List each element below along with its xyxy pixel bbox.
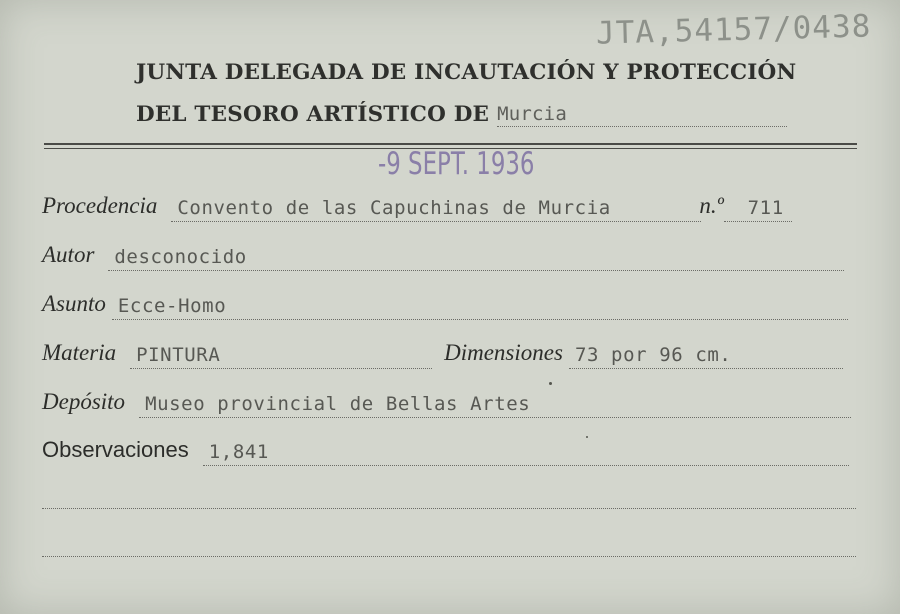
header-divider-top xyxy=(44,143,857,145)
row-deposito xyxy=(42,386,851,418)
label-asunto: Asunto xyxy=(42,291,106,316)
value-procedencia: Convento de las Capuchinas de Murcia xyxy=(171,196,701,222)
label-procedencia: Procedencia xyxy=(42,193,158,218)
value-materia: PINTURA xyxy=(130,343,432,369)
ink-speck xyxy=(586,436,588,438)
label-observaciones: Observaciones xyxy=(42,437,189,462)
row-observaciones xyxy=(42,434,849,466)
blank-line-1 xyxy=(42,508,856,509)
value-dimensiones: 73 por 96 cm. xyxy=(569,343,843,369)
row-asunto xyxy=(42,288,848,320)
header-title-line2 xyxy=(136,102,787,127)
header-city-field: Murcia xyxy=(497,103,787,127)
date-stamp: -9 SEPT. 1936 xyxy=(378,146,535,182)
value-numero: 711 xyxy=(724,196,792,222)
value-autor: desconocido xyxy=(108,245,844,271)
row-materia-dimensiones xyxy=(42,337,843,369)
value-observaciones: 1,841 xyxy=(203,440,849,466)
label-dimensiones: Dimensiones xyxy=(444,340,563,365)
label-numero: n.º xyxy=(699,193,724,218)
value-deposito: Museo provincial de Bellas Artes xyxy=(139,392,851,418)
row-autor xyxy=(42,239,844,271)
label-materia: Materia xyxy=(42,340,117,365)
label-deposito: Depósito xyxy=(42,389,126,414)
header-title-line1: JUNTA DELEGADA DE INCAUTACIÓN Y PROTECCIÓN xyxy=(136,60,797,85)
reference-number: JTA,54157/0438 xyxy=(595,8,872,52)
blank-line-2 xyxy=(42,556,856,557)
value-asunto: Ecce-Homo xyxy=(112,294,848,320)
header-title-line2-text: DEL TESORO ARTÍSTICO DE xyxy=(136,102,490,127)
label-autor: Autor xyxy=(42,242,95,267)
row-procedencia xyxy=(42,190,792,222)
ink-speck xyxy=(549,382,552,385)
